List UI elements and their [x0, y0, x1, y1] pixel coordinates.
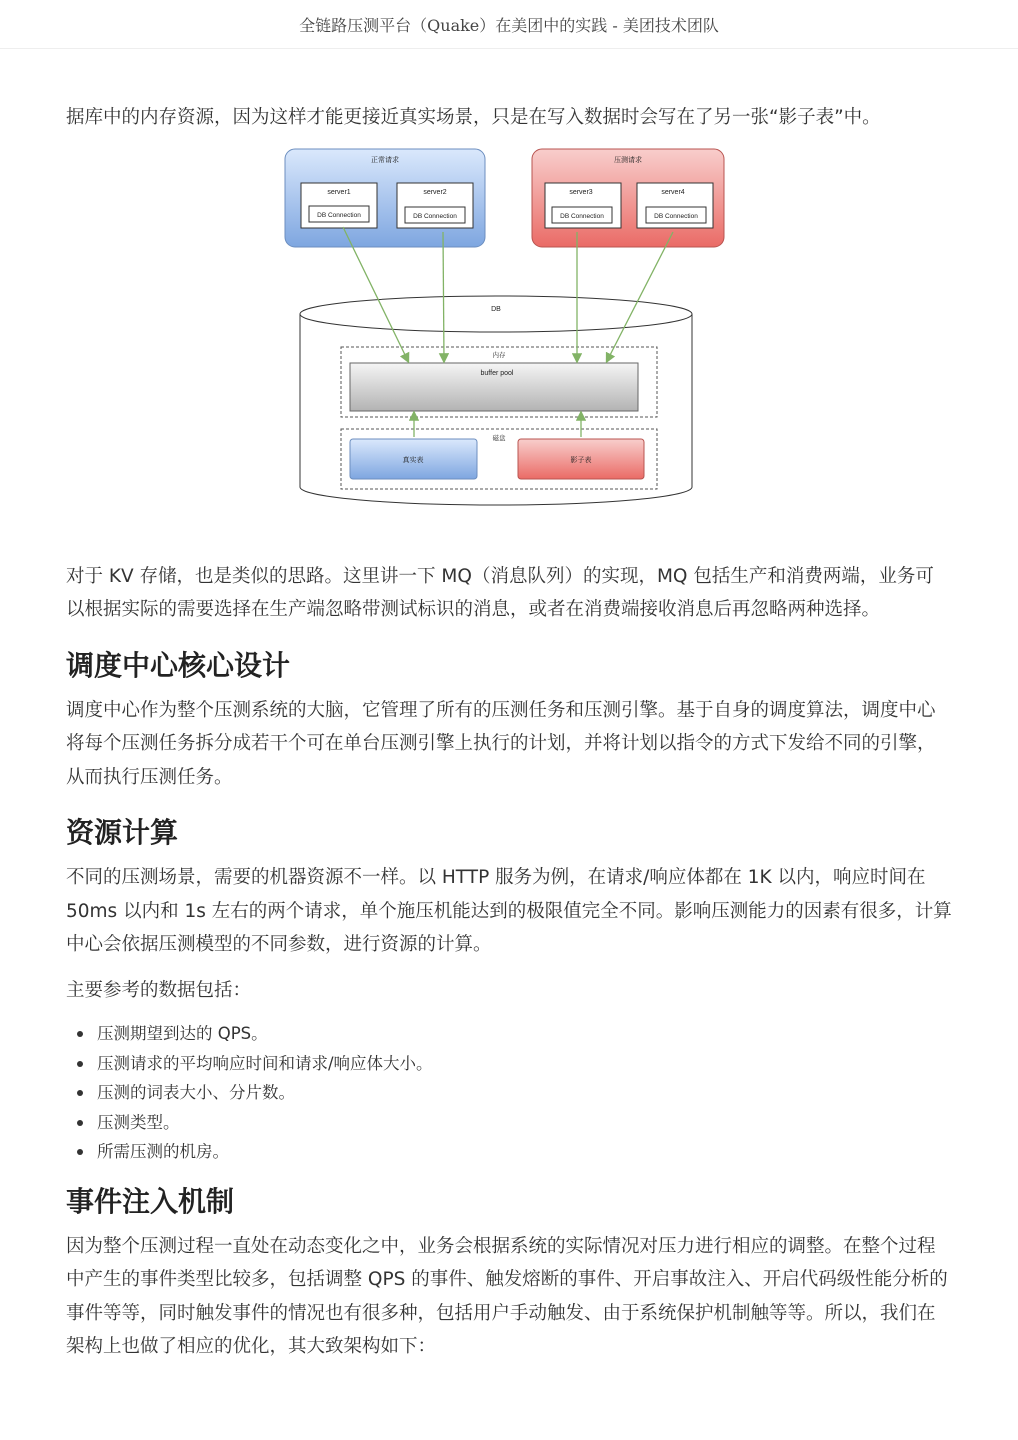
scheduler-paragraph: 调度中心作为整个压测系统的大脑，它管理了所有的压测任务和压测引擎。基于自身的调度算法，调度中心将每个压测任务拆分成若干个可在单台压测引擎上执行的计划，并将计划以指令的方式下发给不同的引擎，从而执行压测任务。 — [66, 699, 936, 788]
db-connection-1-label: DB Connection — [317, 211, 361, 219]
list-item: 压测请求的平均响应时间和请求/响应体大小。 — [66, 1049, 952, 1079]
db-connection-4-label: DB Connection — [654, 212, 698, 220]
section-heading-event-injection: 事件注入机制 — [66, 1184, 235, 1218]
list-item: 所需压测的机房。 — [66, 1137, 952, 1167]
resource-list-intro: 主要参考的数据包括： — [66, 979, 252, 1001]
server2-label: server2 — [423, 188, 447, 196]
page-title: 全链路压测平台（Quake）在美团中的实践 - 美团技术团队 — [299, 15, 719, 35]
server1-label: server1 — [327, 188, 351, 196]
db-connection-2-label: DB Connection — [413, 212, 457, 220]
server3-label: server3 — [569, 188, 593, 196]
memory-label: 内存 — [492, 351, 506, 359]
section-heading-resource: 资源计算 — [66, 816, 179, 849]
stress-request-label: 压测请求 — [614, 156, 642, 164]
buffer-pool-label: buffer pool — [480, 369, 514, 377]
db-connection-3-label: DB Connection — [560, 212, 604, 220]
diagram-svg — [279, 147, 739, 527]
db-label: DB — [491, 305, 501, 313]
resource-list — [66, 1019, 952, 1167]
article-content — [66, 48, 952, 1364]
section-heading-scheduler: 调度中心核心设计 — [66, 648, 291, 682]
shadow-table-label: 影子表 — [570, 456, 592, 464]
event-injection-paragraph: 因为整个压测过程一直处在动态变化之中，业务会根据系统的实际情况对压力进行相应的调整。在整个过程中产生的事件类型比较多，包括调整 QPS 的事件、触发熔断的事件、开启事故注入、开启代码级性能分析的事件等等，同时触发事件的情况也有很多种，包括用户手动触发、由于系统保护机制触等等。所以，我们在架构上也做了相应的优化，其大致架构如下： — [66, 1235, 948, 1357]
resource-paragraph: 不同的压测场景，需要的机器资源不一样。以 HTTP 服务为例，在请求/响应体都在 1K 以内，响应时间在 50ms 以内和 1s 左右的两个请求，单个施压机能达到的极限值完全不同。影响压测能力的因素有很多，计算中心会依据压测模型的不同参数，进行资源的计算。 — [66, 867, 952, 955]
intro-paragraph: 据库中的内存资源，因为这样才能更接近真实场景，只是在写入数据时会写在了另一张“影子表”中。 — [66, 107, 881, 128]
list-item: 压测的词表大小、分片数。 — [66, 1078, 952, 1108]
real-table-label: 真实表 — [402, 456, 424, 464]
shadow-table-diagram — [66, 147, 952, 537]
disk-label: 磁盘 — [492, 434, 506, 442]
normal-request-label: 正常请求 — [371, 156, 399, 164]
db-cylinder-top — [300, 296, 692, 332]
list-item: 压测类型。 — [66, 1108, 952, 1138]
kv-paragraph: 对于 KV 存储，也是类似的思路。这里讲一下 MQ（消息队列）的实现，MQ 包括生产和消费两端，业务可以根据实际的需要选择在生产端忽略带测试标识的消息，或者在消费端接收消息后再忽略两种选择。 — [66, 565, 934, 620]
server4-label: server4 — [661, 188, 685, 196]
list-item: 压测期望到达的 QPS。 — [66, 1019, 952, 1049]
page-header — [0, 0, 1018, 49]
